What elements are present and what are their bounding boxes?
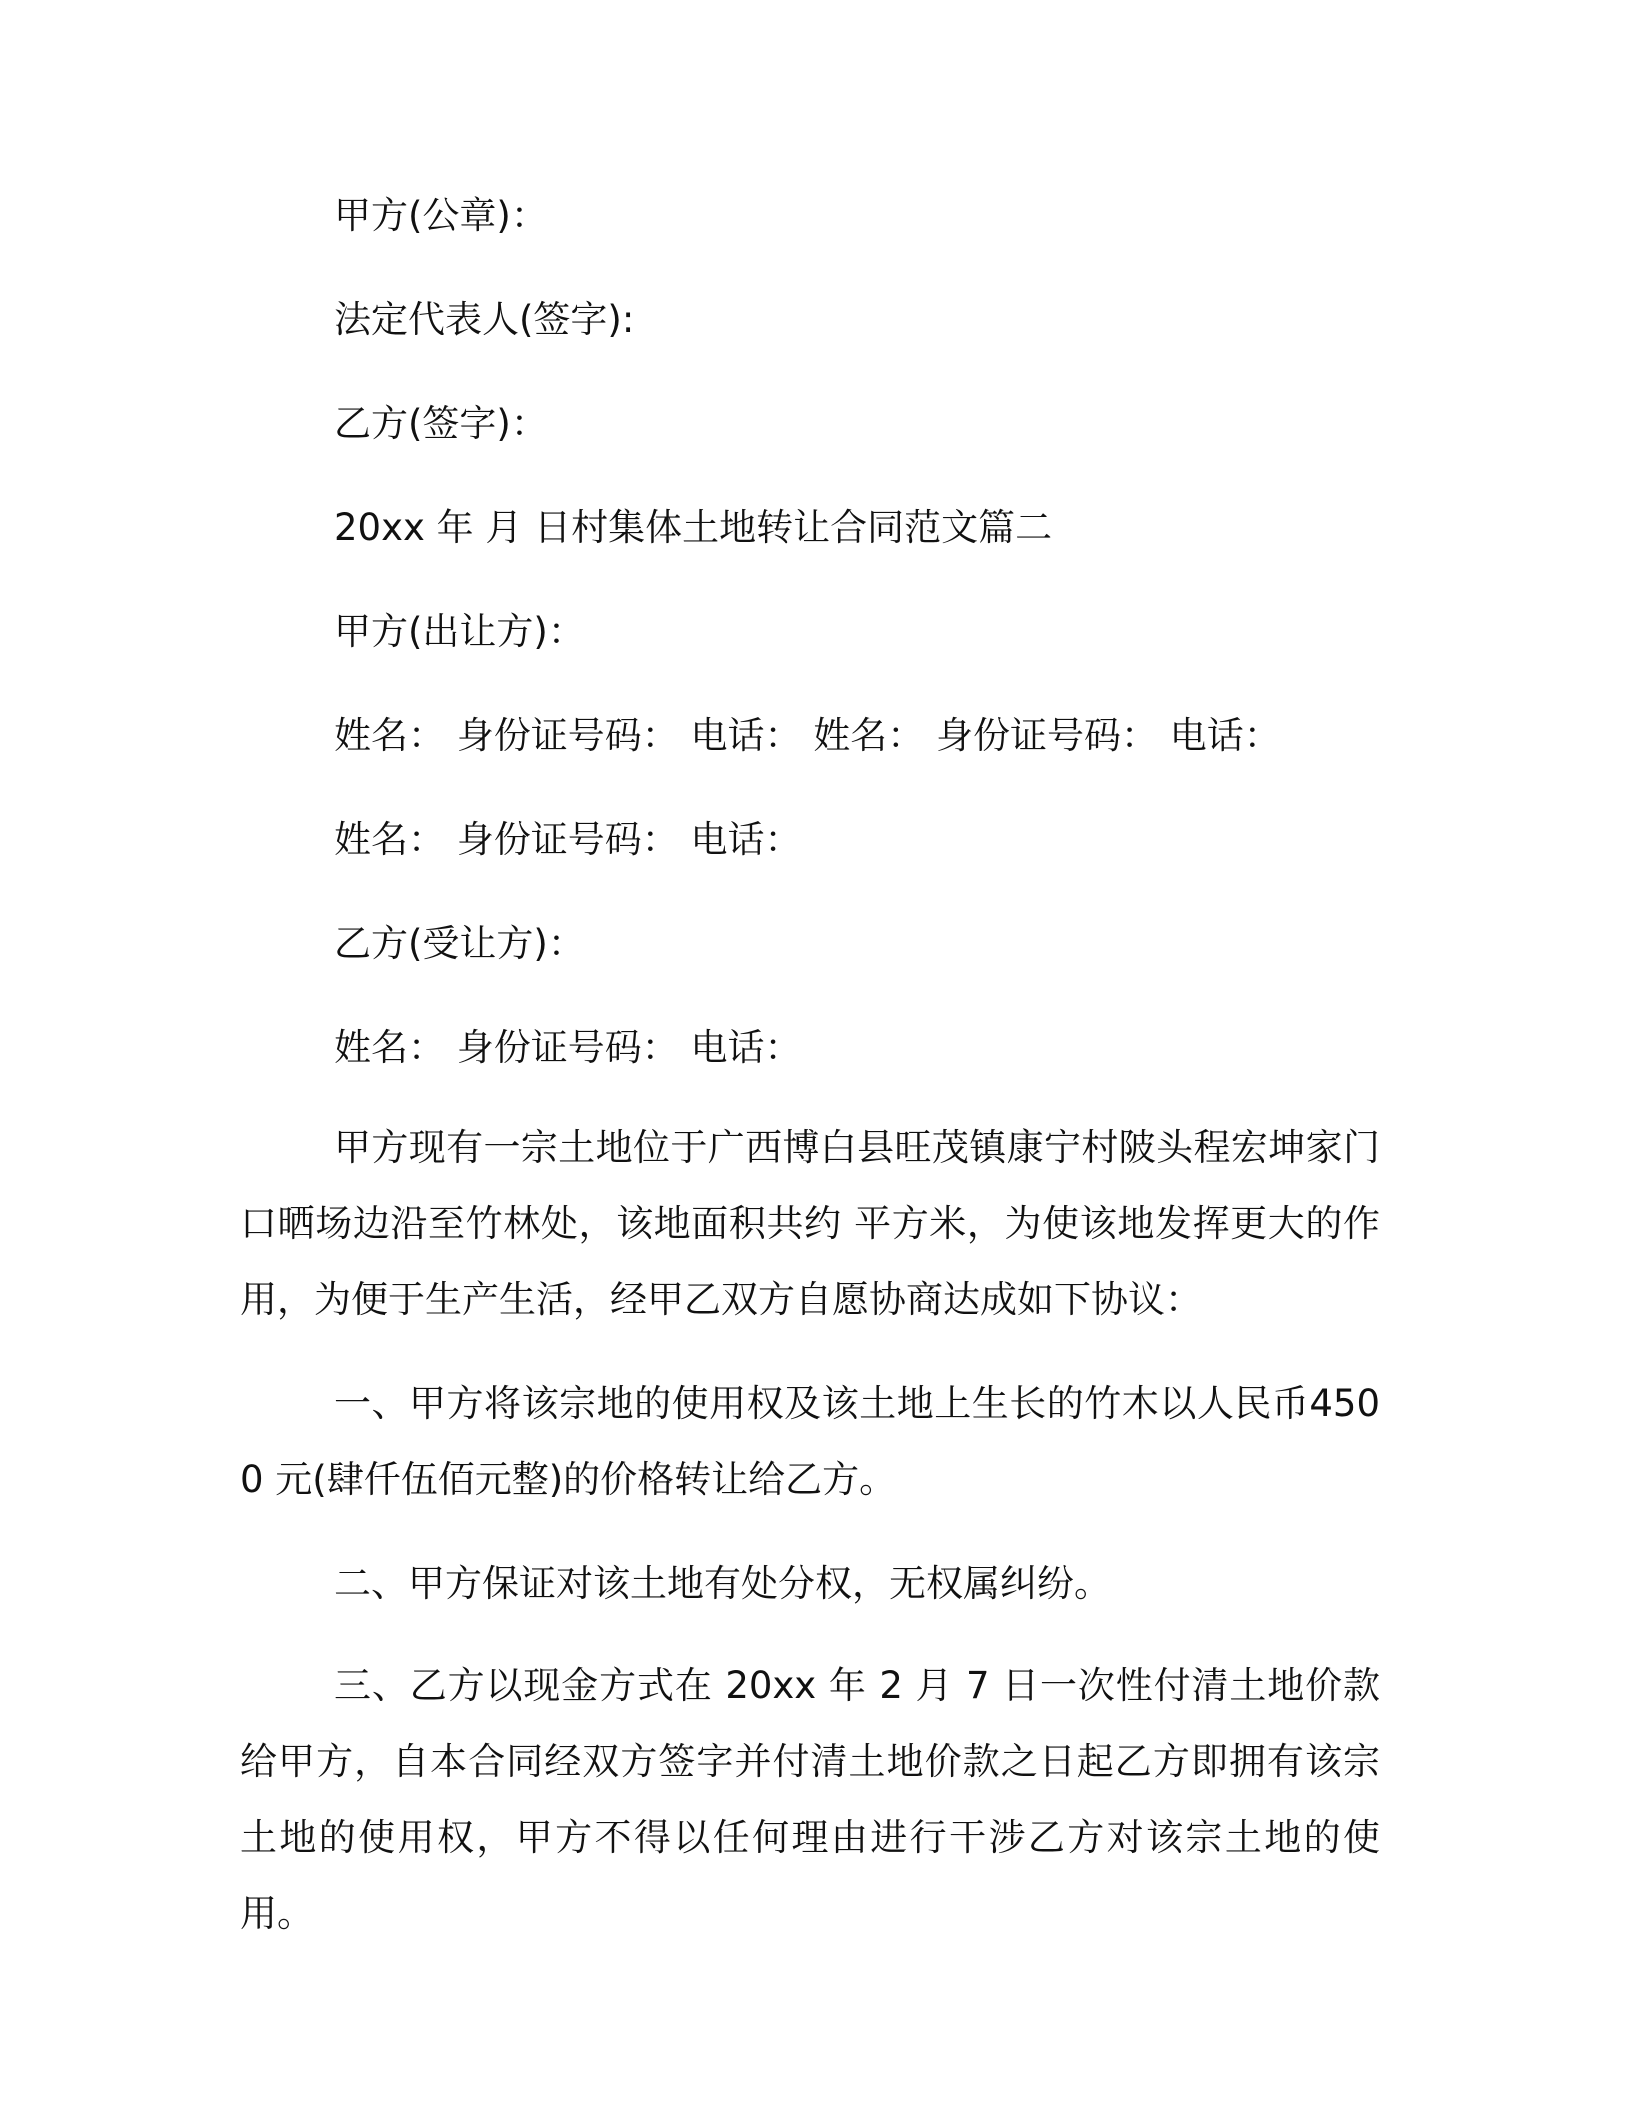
clause-3-paragraph: 三、乙方以现金方式在 20xx 年 2 月 7 日一次性付清土地价款给甲方，自本合同经双方签字并付清土地价款之日起乙方即拥有该宗土地的使用权，甲方不得以任何理由进行干涉乙方对该宗土地的使用。 <box>240 1664 1380 1935</box>
party-b-info-row-1: 姓名： 身份证号码： 电话： <box>334 1026 802 1069</box>
party-a-info-row-2: 姓名： 身份证号码： 电话： <box>334 818 802 861</box>
clause-2-paragraph: 二、甲方保证对该土地有处分权，无权属纠纷。 <box>334 1562 1111 1605</box>
party-a-seal-line: 甲方(公章)： <box>334 194 548 237</box>
legal-rep-line: 法定代表人(签字): <box>334 298 635 341</box>
party-b-label: 乙方(受让方)： <box>334 922 585 965</box>
party-a-info-row-1: 姓名： 身份证号码： 电话： 姓名： 身份证号码： 电话： <box>334 714 1281 757</box>
party-b-sign-line: 乙方(签字)： <box>334 402 548 445</box>
intro-paragraph: 甲方现有一宗土地位于广西博白县旺茂镇康宁村陂头程宏坤家门口晒场边沿至竹林处，该地面积共约 平方米，为使该地发挥更大的作用，为便于生产生活，经甲乙双方自愿协商达成如下协议： <box>240 1126 1380 1321</box>
section-heading: 20xx 年 月 日村集体土地转让合同范文篇二 <box>334 506 1053 549</box>
party-a-label: 甲方(出让方)： <box>334 610 585 653</box>
clause-1-paragraph: 一、甲方将该宗地的使用权及该土地上生长的竹木以人民币4500 元(肆仟伍佰元整)的价格转让给乙方。 <box>240 1382 1380 1501</box>
